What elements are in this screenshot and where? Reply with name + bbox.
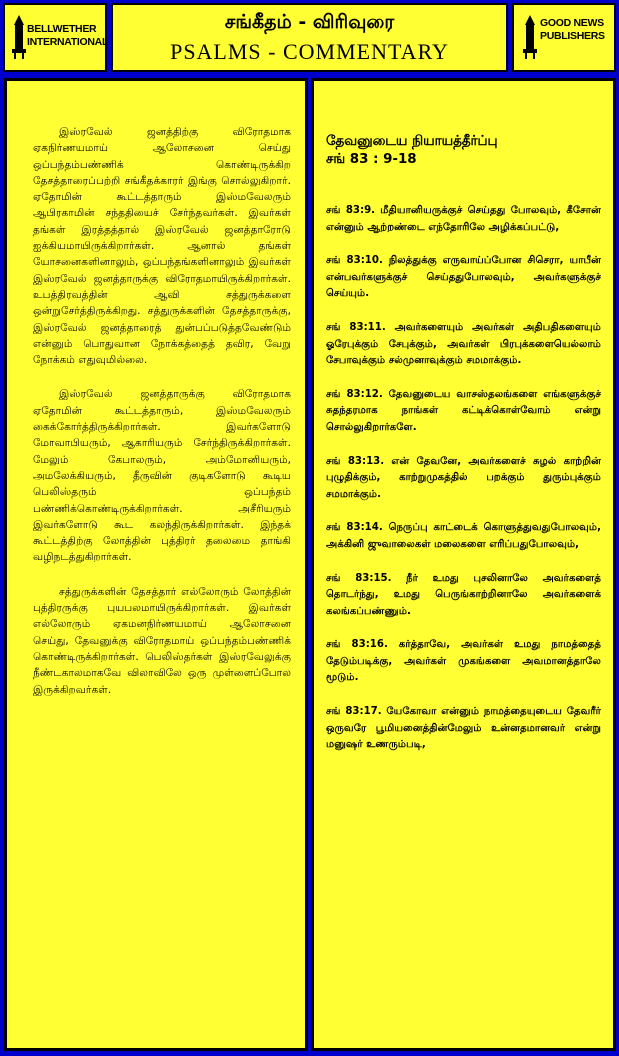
verse-83-15: சங் 83:15. நீர் உமது புசலினாலே அவர்களைத் தொடர்ந்து, உமது பெருங்காற்றினாலே அவர்களைக் கலங்கப்பண்ணும். — [326, 572, 601, 617]
logo-left-text — [27, 23, 108, 49]
page-title-tamil: சங்கீதம் - விரிவுரை — [224, 11, 395, 33]
commentary-paragraph-1: இஸ்ரவேல் ஜனத்திற்கு விரோதமாக ஏகநிர்ணயமாய் ஆலோசனை செய்து ஒப்பந்தம்பண்ணிக் கொண்டிருக்கிற தேசத்தாரைப்பற்றி சங்கீதக்காரர் இங்கு சொல்லுகிறார். ஏதோமின் கூட்டத்தாரும் இஸ்மவேலரும் ஆபிரகாமின் சந்ததியைச் சேர்ந்தவர்கள். இவர்கள் தங்கள் இரத்தத்தால் இஸ்ரவேல் ஜனத்தாரோடு ஐக்கியமாயிருக்கிறார்கள். ஆனால் தங்கள் யோசனைகளினாலும், ஒப்பந்தங்களினாலும் இவர்கள் இஸ்ரவேல் ஜனத்தாருக்கு விரோதமாயிருக்கிறார்கள். உபத்திரவத்தின் ஆவி சத்துருக்களை ஒன்றுசேர்த்திருக்கிறது. சத்துருக்களின் தேசத்தாருக்கு, இஸ்ரவேல் ஜனத்தாரைத் துன்பப்படுத்தவேண்டும் என்னும் பொதுவான நோக்கத்தைத் தவிர, வேறு நோக்கம் எதுவுமில்லை. — [33, 126, 291, 367]
verse-83-12: சங் 83:12. தேவனுடைய வாசஸ்தலங்களை எங்களுக்குச் சுதந்தரமாக நாங்கள் கட்டிக்கொள்வோம் என்று சொல்லுகிறார்களே. — [326, 388, 601, 433]
logo-right-text — [540, 17, 605, 43]
logo-left-line1: BELLWETHER — [27, 23, 97, 35]
logo-bellwether — [3, 3, 107, 72]
logo-right-line1: GOOD NEWS — [540, 17, 604, 29]
verse-83-10: சங் 83:10. நிலத்துக்கு எருவாய்ப்போன சிசெரா, யாபீன் என்பவர்களுக்குச் செய்ததுபோலவும், அவர்களுக்குச் செய்யும். — [326, 255, 601, 300]
page-title-english: PSALMS - COMMENTARY — [170, 39, 449, 64]
section-heading-reference: சங் 83 : 9-18 — [326, 152, 417, 167]
section-heading-title: தேவனுடைய நியாயத்தீர்ப்பு — [326, 134, 498, 149]
verse-83-14: சங் 83:14. நெருப்பு காட்டைக் கொளுத்துவதுபோலவும், அக்கினி ஜுவாலைகள் மலைகளை எரிப்பதுபோலவும், — [326, 522, 601, 550]
verse-83-17: சங் 83:17. யேகோவா என்னும் நாமத்தையுடைய தேவரீர் ஒருவரே பூமியனைத்தின்மேலும் உன்னதமானவர் என்று மனுஷர் உணரும்படி, — [326, 706, 601, 751]
title-box — [111, 3, 508, 72]
left-commentary — [7, 81, 305, 698]
section-heading — [326, 133, 601, 169]
logo-good-news — [512, 3, 616, 72]
book-stand-icon — [523, 15, 537, 59]
logo-right-line2: PUBLISHERS — [540, 30, 605, 42]
verse-83-16: சங் 83:16. கர்த்தாவே, அவர்கள் உமது நாமத்தைத் தேடும்படிக்கு, அவர்கள் முகங்களை அவமானத்தாலே மூடும். — [326, 639, 601, 684]
book-stand-icon — [12, 15, 26, 59]
logo-left-line2: INTERNATIONAL — [27, 36, 109, 48]
verse-83-11: சங் 83:11. அவர்களையும் அவர்கள் அதிபதிகளையும் ஓரேபுக்கும் சேபுக்கும், அவர்கள் பிரபுக்களையெல்லாம் சேபாவுக்கும் சல்முனாவுக்கும் சமமாக்கும். — [326, 321, 601, 367]
commentary-paragraph-2: இஸ்ரவேல் ஜனத்தாருக்கு விரோதமாக ஏதோமின் கூட்டத்தாரும், இஸ்மவேலரும் கைக்கோர்த்திருக்கிறார்கள். இவர்களோடு மோவாபியரும், ஆகாரியரும் சேர்ந்திருக்கிறார்கள். மேலும் கேபாலரும், அம்மோனியரும், அமலேக்கியரும், தீருவின் குடிகளோடு கூடிய பெலிஸ்தரும் ஒப்பந்தம் பண்ணிக்கொண்டிருக்கிறார்கள். அசீரியரும் இவர்களோடு கூட கலந்திருக்கிறார்கள். இந்தக் கூட்டத்திற்கு லோத்தின் புத்திரர் தலைமை தாங்கி வழிநடத்துகிறார்கள். — [33, 388, 291, 564]
right-column — [311, 78, 616, 1051]
scripture-section — [314, 81, 613, 754]
verse-83-9: சங் 83:9. மீதியானியருக்குச் செய்தது போலவும், கீசோன் என்னும் ஆற்றண்டை எந்தோரிலே அழிக்கப்பட்டு, — [326, 205, 601, 233]
verse-83-13: சங் 83:13. என் தேவனே, அவர்களைச் சுழல் காற்றின் புழுதிக்கும், காற்றுமுகத்தில் பறக்கும் துரும்புக்கும் சமமாக்கும். — [326, 455, 601, 500]
left-column — [4, 78, 308, 1051]
commentary-paragraph-3: சத்துருக்களின் தேசத்தார் எல்லோரும் லோத்தின் புத்திரருக்கு புயபலமாயிருக்கிறார்கள். இவர்கள் எல்லோரும் ஏகமனநிர்ணயமாய் ஆலோசனை செய்து, தேவனுக்கு விரோதமாய் ஒப்பந்தம்பண்ணிக் கொண்டிருக்கிறார்கள். பெலிஸ்தர்கள் இஸ்ரவேலுக்கு நீண்டகாலமாகவே விலாவிலே ஒரு முள்ளைப்போல இருக்கிறவர்கள். — [33, 585, 291, 696]
